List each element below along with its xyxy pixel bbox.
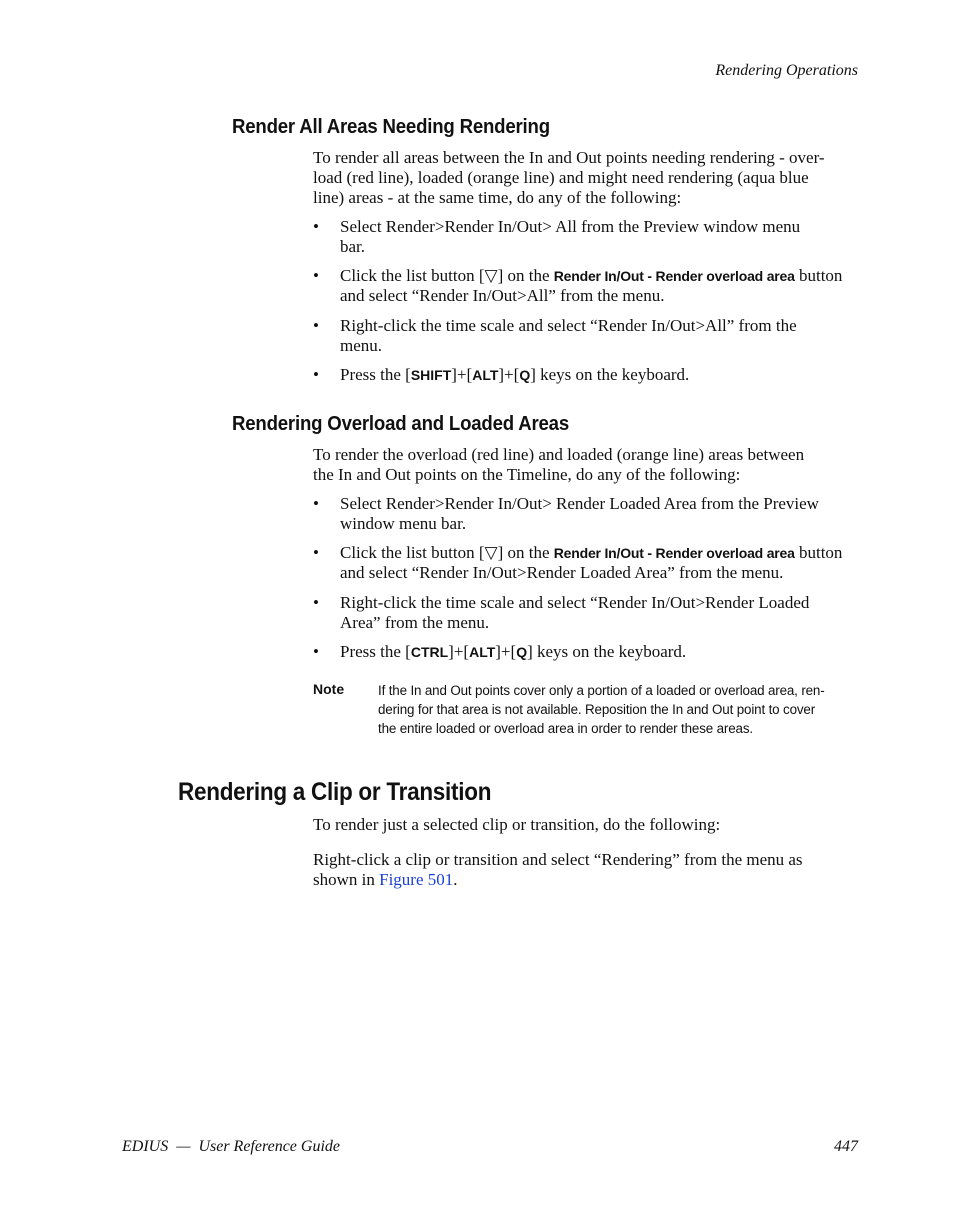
list-item-text: ]+[ [451,365,473,384]
note-line: If the In and Out points cover only a portion of a loaded or overload area, ren- [378,683,825,698]
bullet-marker: • [313,543,319,562]
note-label: Note [313,681,345,697]
list-item-line: window menu bar. [340,514,467,533]
section-heading-clip-transition: Rendering a Clip or Transition [178,778,492,806]
keyboard-key: CTRL [410,644,449,660]
note-line: the entire loaded or overload area in order to render these areas. [378,721,753,736]
section1-intro-line: To render all areas between the In and Out points needing rendering - over- [313,148,825,167]
section3-para1: To render just a selected clip or transition, do the following: [313,815,721,834]
list-item [313,365,861,385]
keyboard-key: ALT [472,367,499,383]
list-item-text: ] keys on the keyboard. [527,642,687,661]
running-header: Rendering Operations [715,62,858,79]
list-item-line: Right-click the time scale and select “Render In/Out>All” from the [340,316,797,335]
list-item [313,543,861,583]
section3-para2 [313,850,861,890]
ui-element-name: Render In/Out - Render overload area [553,268,795,284]
list-item-line: bar. [340,237,366,256]
list-item-text: ]+[ [498,365,520,384]
list-item [313,217,861,257]
list-item [313,266,861,306]
list-item-line: Right-click the time scale and select “Render In/Out>Render Loaded [340,593,810,612]
keyboard-key: ALT [469,644,496,660]
list-item-text: ] keys on the keyboard. [530,365,690,384]
note-text [378,681,848,738]
list-item-text: Press the [ [340,365,411,384]
list-item-text: Click the list button [▽] on the [340,543,554,562]
bullet-marker: • [313,365,319,384]
section2-intro-line: To render the overload (red line) and loaded (orange line) areas between [313,445,805,464]
list-item-text: button [794,266,843,285]
bullet-marker: • [313,642,319,661]
list-item-text: Click the list button [▽] on the [340,266,554,285]
keyboard-key: SHIFT [410,367,452,383]
section1-intro [313,148,861,208]
bullet-marker: • [313,316,319,335]
list-item-text: button [794,543,843,562]
bullet-marker: • [313,593,319,612]
section-heading-overload-loaded: Rendering Overload and Loaded Areas [232,413,569,435]
list-item-text: Press the [ [340,642,411,661]
figure-link[interactable]: Figure 501 [379,870,454,889]
section-heading-render-all: Render All Areas Needing Rendering [232,116,550,138]
section3-para2-line: Right-click a clip or transition and select “Rendering” from the menu as [313,850,803,869]
bullet-marker: • [313,217,319,236]
list-item [313,593,861,633]
list-item-line: Select Render>Render In/Out> Render Loaded Area from the Preview [340,494,819,513]
list-item-text: ]+[ [448,642,470,661]
list-item-line: and select “Render In/Out>Render Loaded Area” from the menu. [340,563,784,582]
list-item [313,316,861,356]
bullet-marker: • [313,266,319,285]
list-item-line: and select “Render In/Out>All” from the menu. [340,286,665,305]
list-item [313,642,861,662]
section2-intro-line: the In and Out points on the Timeline, do any of the following: [313,465,741,484]
note-line: dering for that area is not available. Reposition the In and Out point to cover [378,702,816,717]
list-item-line: Select Render>Render In/Out> All from the Preview window menu [340,217,801,236]
footer-guide-title: EDIUS — User Reference Guide [122,1138,341,1155]
section3-para2-text: shown in [313,870,380,889]
list-item-line: menu. [340,336,383,355]
list-item-line: Area” from the menu. [340,613,490,632]
section2-intro [313,445,861,485]
page-number: 447 [834,1138,858,1155]
keyboard-key: Q [516,644,528,660]
list-item [313,494,861,534]
ui-element-name: Render In/Out - Render overload area [553,545,795,561]
section1-intro-line: line) areas - at the same time, do any of the following: [313,188,682,207]
list-item-text: ]+[ [495,642,517,661]
section1-intro-line: load (red line), loaded (orange line) and might need rendering (aqua blue [313,168,809,187]
keyboard-key: Q [519,367,531,383]
bullet-marker: • [313,494,319,513]
section3-para2-text: . [453,870,458,889]
